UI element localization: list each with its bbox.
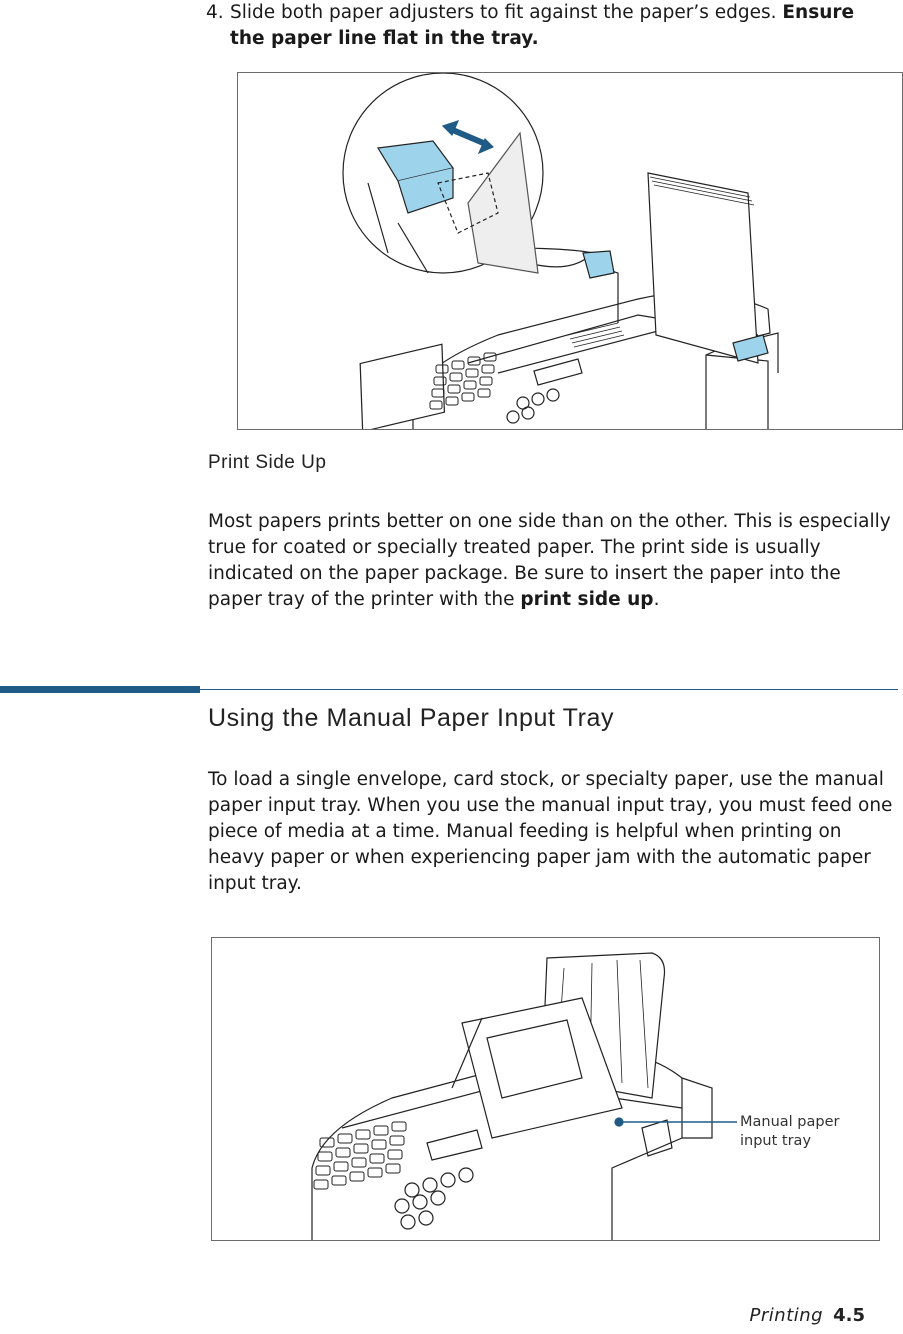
paper-adjuster-illustration: [237, 72, 903, 430]
step-number: 4.: [206, 2, 224, 23]
manual-tray-heading: Using the Manual Paper Input Tray: [208, 704, 615, 732]
step-emphasis: Ensure the paper line flat in the tray.: [230, 2, 855, 49]
section-rule-accent: [0, 686, 200, 693]
section-rule-line: [200, 689, 898, 690]
step-text: Slide both paper adjusters to fit against the paper’s edges. Ensure the paper line flat in the tray.: [230, 2, 855, 49]
print-side-bold: print side up: [520, 589, 654, 610]
manual-tray-callout: Manual paper input tray: [740, 1114, 840, 1149]
footer-section: Printing: [749, 1305, 824, 1326]
page-footer: [750, 1305, 865, 1326]
manual-tray-illustration: [211, 937, 880, 1241]
print-side-heading: Print Side Up: [208, 452, 327, 473]
print-side-paragraph: Most papers prints better on one side than on the other. This is especially true for coated or specially treated paper. The print side is usually indicated on the paper package. Be sure to insert the paper into the paper tray of the printer with the print side up.: [208, 511, 891, 610]
page-number: 4.5: [833, 1305, 865, 1326]
manual-tray-paragraph: To load a single envelope, card stock, or specialty paper, use the manual paper input tray. When you use the manual input tray, you must feed one piece of media at a time. Manual feeding is helpful when printing on heavy paper or when experiencing paper jam with the automatic paper input tray.: [208, 769, 893, 894]
